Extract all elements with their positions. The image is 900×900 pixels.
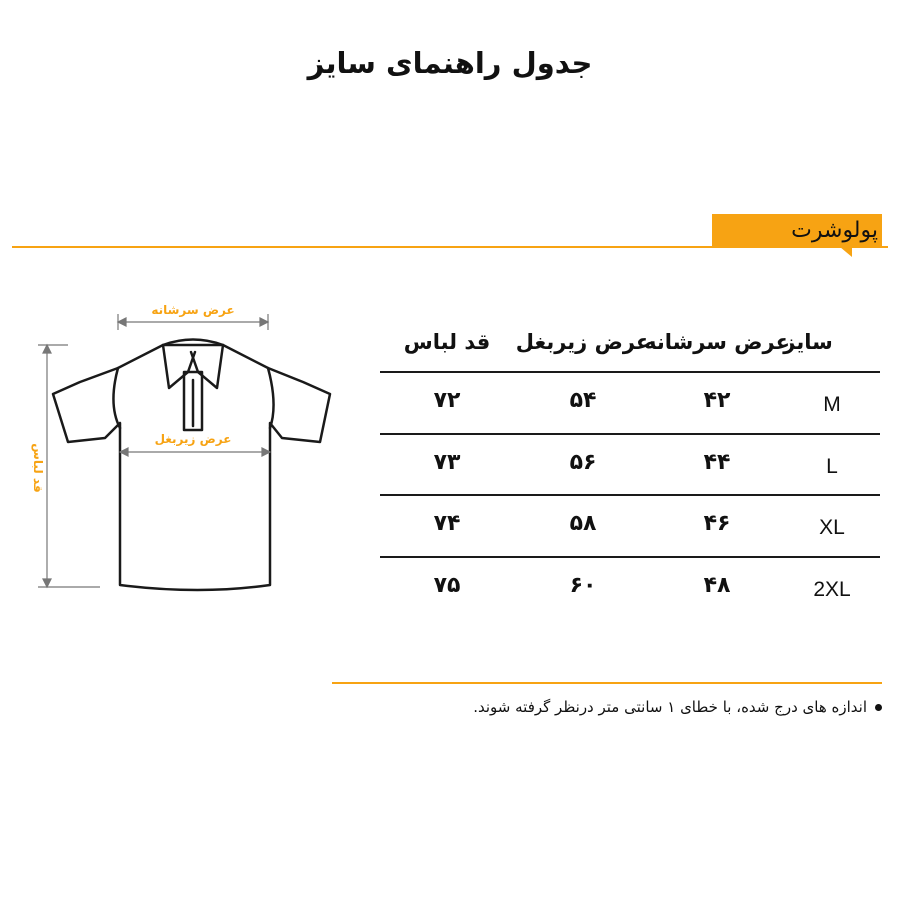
table-rule bbox=[380, 433, 880, 435]
cell-length: ۷۲ bbox=[433, 388, 461, 413]
cell-length: ۷۵ bbox=[433, 573, 461, 598]
measurement-note bbox=[473, 698, 882, 716]
cell-shoulder: ۴۸ bbox=[703, 573, 731, 598]
cell-chest: ۶۰ bbox=[569, 573, 597, 598]
header-chest: عرض زیربغل bbox=[515, 330, 651, 354]
cell-size: L bbox=[826, 455, 838, 478]
cell-size: XL bbox=[819, 516, 845, 539]
cell-length: ۷۴ bbox=[433, 511, 461, 536]
bullet-icon bbox=[875, 704, 882, 711]
table-rule bbox=[380, 494, 880, 496]
cell-chest: ۵۸ bbox=[569, 511, 597, 536]
left-sleeve-seam bbox=[113, 368, 120, 428]
section-label: پولوشرت bbox=[791, 218, 878, 243]
section-tab-notch bbox=[840, 247, 852, 257]
cell-chest: ۵۴ bbox=[569, 388, 597, 413]
table-rule bbox=[380, 371, 880, 373]
cell-shoulder: ۴۲ bbox=[703, 388, 731, 413]
cell-shoulder: ۴۴ bbox=[703, 450, 731, 475]
cell-shoulder: ۴۶ bbox=[703, 511, 731, 536]
table-rule bbox=[380, 556, 880, 558]
header-size: سایز bbox=[783, 330, 833, 354]
right-sleeve-seam bbox=[268, 368, 274, 428]
polo-shirt-diagram bbox=[20, 290, 350, 610]
chest-width-label: عرض زیربغل bbox=[154, 432, 232, 446]
shirt-outline bbox=[53, 345, 330, 590]
footer-divider bbox=[332, 682, 882, 684]
cell-size: M bbox=[823, 393, 841, 416]
cell-size: 2XL bbox=[813, 578, 851, 601]
header-length: قد لباس bbox=[403, 330, 491, 354]
page-title: جدول راهنمای سایز bbox=[307, 46, 593, 80]
cell-length: ۷۳ bbox=[433, 450, 461, 475]
note-text: اندازه های درج شده، با خطای ۱ سانتی متر درنظر گرفته شوند. bbox=[473, 698, 867, 716]
header-shoulder: عرض سرشانه bbox=[644, 330, 790, 354]
length-label: قد لباس bbox=[31, 443, 45, 493]
cell-chest: ۵۶ bbox=[569, 450, 597, 475]
shoulder-width-label: عرض سرشانه bbox=[151, 303, 235, 317]
